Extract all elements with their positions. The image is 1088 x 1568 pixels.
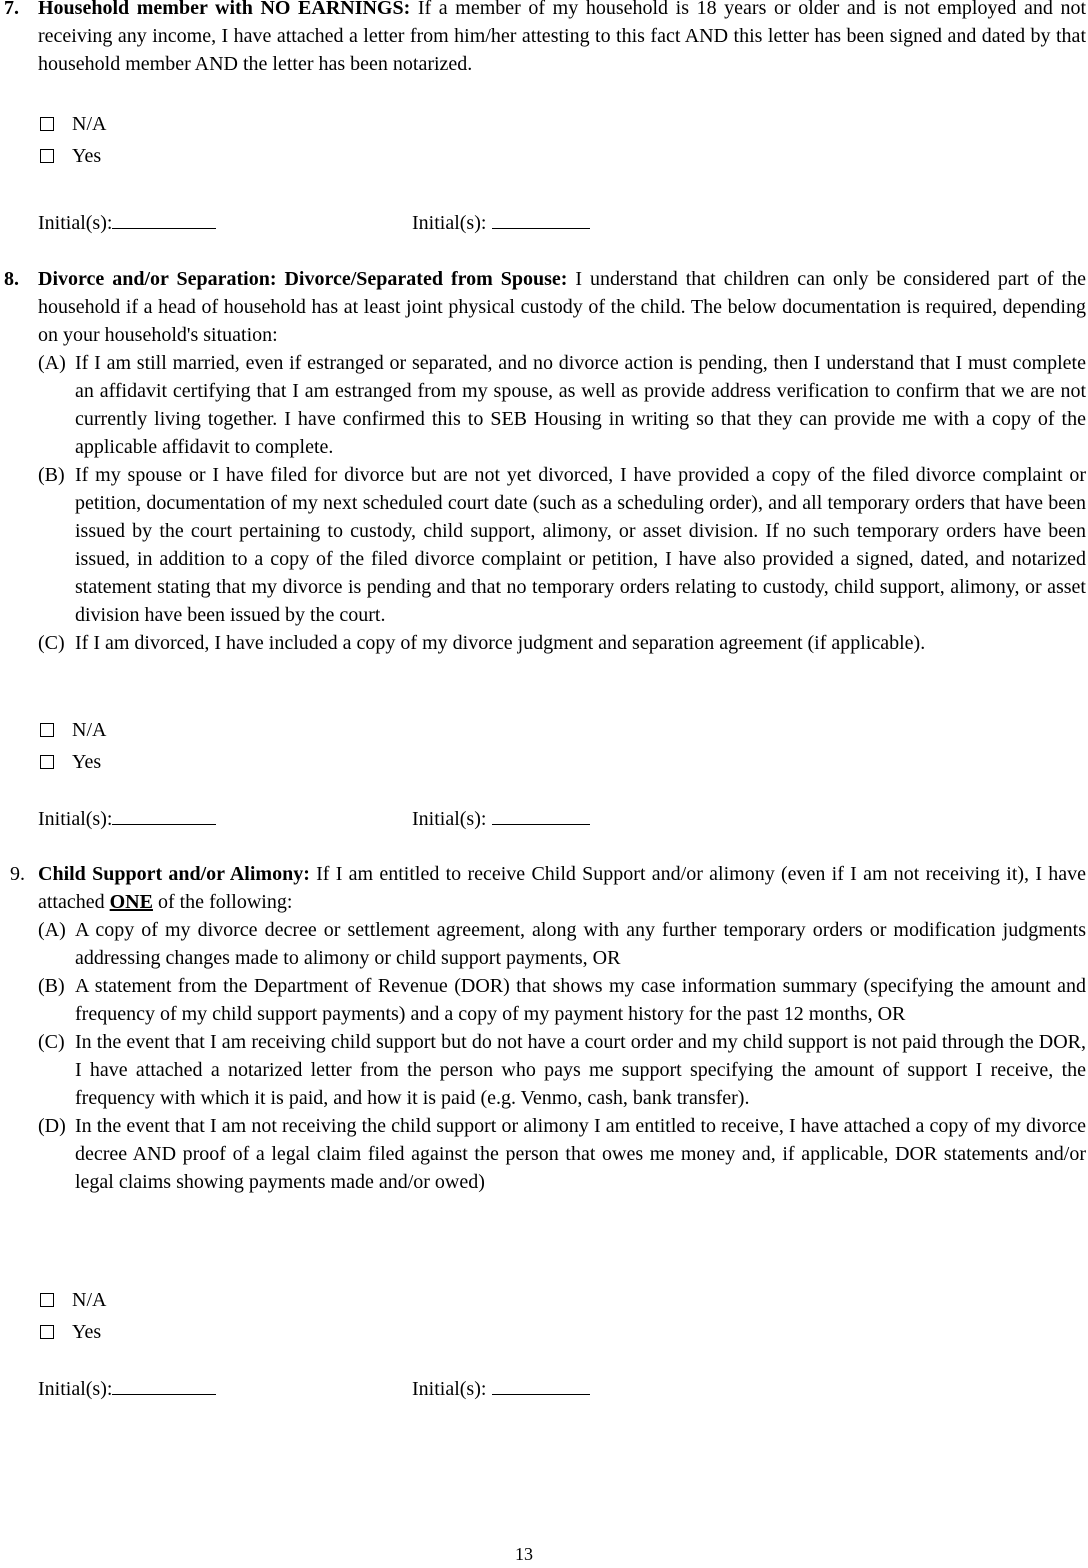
initial-line[interactable] <box>492 1374 590 1395</box>
item-label: (B) <box>38 464 65 486</box>
section-8-item-a <box>0 349 1088 461</box>
option-label: Yes <box>72 751 102 773</box>
section-8-options <box>38 714 106 778</box>
section-8-option-yes[interactable] <box>38 746 106 778</box>
section-9 <box>0 860 1088 1196</box>
section-8 <box>0 265 1088 657</box>
section-9-option-na[interactable] <box>38 1284 106 1316</box>
section-8-title: Divorce and/or Separation: Divorce/Separated from Spouse: <box>38 268 568 290</box>
initial-label: Initial(s): <box>38 212 113 234</box>
initial-field-2[interactable] <box>412 804 590 833</box>
checkbox-na[interactable] <box>40 1293 54 1307</box>
section-9-item-a <box>0 916 1088 972</box>
section-8-item-c <box>0 629 1088 657</box>
item-label: (C) <box>38 1031 65 1053</box>
page-number: 13 <box>515 1544 533 1564</box>
item-text: If I am still married, even if estranged or separated, and no divorce action is pending, then I understand that I must complete an affidavit certifying that I am estranged from my spouse, as well as provide address verification to confirm that we are not currently living together. I have confirmed this to SEB Housing in writing so that they can provide me with a copy of the applicable affidavit to complete. <box>75 352 1086 458</box>
checkbox-yes[interactable] <box>40 1325 54 1339</box>
section-9-title: Child Support and/or Alimony: <box>38 863 310 885</box>
item-text: If I am divorced, I have included a copy of my divorce judgment and separation agreement (if applicable). <box>75 632 926 654</box>
initial-field-1[interactable] <box>38 804 216 833</box>
section-9-paragraph <box>0 860 1088 916</box>
section-9-number: 9. <box>10 863 25 885</box>
initial-label: Initial(s): <box>412 212 487 234</box>
section-9-emphasis: ONE <box>109 891 153 913</box>
initial-line[interactable] <box>492 208 590 229</box>
initial-field-2[interactable] <box>412 208 590 237</box>
initial-label: Initial(s): <box>412 1378 487 1400</box>
section-7-text: If a member of my household is 18 years or older and is not employed and not receiving any income, I have attached a letter from him/her attesting to this fact AND this letter has been signed and dated by that household member AND the letter has been notarized. <box>38 0 1086 75</box>
initial-line[interactable] <box>492 804 590 825</box>
section-9-item-c <box>0 1028 1088 1112</box>
section-7 <box>0 0 1088 78</box>
item-label: (C) <box>38 632 65 654</box>
initial-line[interactable] <box>112 1374 216 1395</box>
item-text: In the event that I am not receiving the child support or alimony I am entitled to receive, I have attached a copy of my divorce decree AND proof of a legal claim filed against the person that owes me money and, if applicable, DOR statements and/or legal claims showing payments made and/or owed) <box>75 1115 1086 1193</box>
option-label: N/A <box>72 113 107 135</box>
section-9-text-after: of the following: <box>152 891 293 913</box>
section-9-option-yes[interactable] <box>38 1316 106 1348</box>
checkbox-yes[interactable] <box>40 755 54 769</box>
item-text: If my spouse or I have filed for divorce but are not yet divorced, I have provided a copy of the filed divorce complaint or petition, documentation of my next scheduled court date (such as a scheduling order), and all temporary orders that have been issued by the court pertaining to custody, child support, alimony, or asset division. If no such temporary orders have been issued, in addition to a copy of the filed divorce complaint or petition, I have also provided a signed, dated, and notarized statement stating that my divorce is pending and that no temporary orders relating to custody, child support, alimony, or asset division have been issued by the court. <box>75 464 1086 626</box>
option-label: N/A <box>72 1289 107 1311</box>
item-label: (A) <box>38 352 66 374</box>
checkbox-na[interactable] <box>40 117 54 131</box>
initial-label: Initial(s): <box>412 808 487 830</box>
section-7-option-yes[interactable] <box>38 140 106 172</box>
item-text: A copy of my divorce decree or settlement agreement, along with any further temporary orders or modification judgments addressing changes made to alimony or child support payments, OR <box>75 919 1086 969</box>
initial-field-2[interactable] <box>412 1374 590 1403</box>
initial-line[interactable] <box>112 208 216 229</box>
section-7-title: Household member with NO EARNINGS: <box>38 0 411 19</box>
section-9-item-d <box>0 1112 1088 1196</box>
section-8-paragraph <box>0 265 1088 349</box>
initial-field-1[interactable] <box>38 1374 216 1403</box>
item-label: (D) <box>38 1115 66 1137</box>
checkbox-na[interactable] <box>40 723 54 737</box>
section-7-options <box>38 108 106 172</box>
section-9-options <box>38 1284 106 1348</box>
item-text: A statement from the Department of Revenue (DOR) that shows my case information summary (specifying the amount and frequency of my child support payments) and a copy of my payment history for the past 12 months, OR <box>75 975 1086 1025</box>
section-8-option-na[interactable] <box>38 714 106 746</box>
section-7-paragraph <box>0 0 1088 78</box>
section-9-text-before: If I am entitled to receive Child Support and/or alimony (even if I am not receiving it), I have attached <box>38 863 1087 913</box>
option-label: Yes <box>72 1321 102 1343</box>
section-8-text: I understand that children can only be considered part of the household if a head of household has at least joint physical custody of the child. The below documentation is required, depending on your household's situation: <box>38 268 1086 346</box>
item-text: In the event that I am receiving child support but do not have a court order and my child support is not paid through the DOR, I have attached a notarized letter from the person who pays me support specifying the amount of support I receive, the frequency with which it is paid, and how it is paid (e.g. Venmo, cash, bank transfer). <box>75 1031 1086 1109</box>
section-7-option-na[interactable] <box>38 108 106 140</box>
initial-line[interactable] <box>112 804 216 825</box>
initial-label: Initial(s): <box>38 808 113 830</box>
option-label: Yes <box>72 145 102 167</box>
initial-label: Initial(s): <box>38 1378 113 1400</box>
section-7-number: 7. <box>4 0 19 19</box>
item-label: (B) <box>38 975 65 997</box>
option-label: N/A <box>72 719 107 741</box>
item-label: (A) <box>38 919 66 941</box>
section-8-number: 8. <box>4 268 19 290</box>
section-8-item-b <box>0 461 1088 629</box>
checkbox-yes[interactable] <box>40 149 54 163</box>
section-9-item-b <box>0 972 1088 1028</box>
initial-field-1[interactable] <box>38 208 216 237</box>
